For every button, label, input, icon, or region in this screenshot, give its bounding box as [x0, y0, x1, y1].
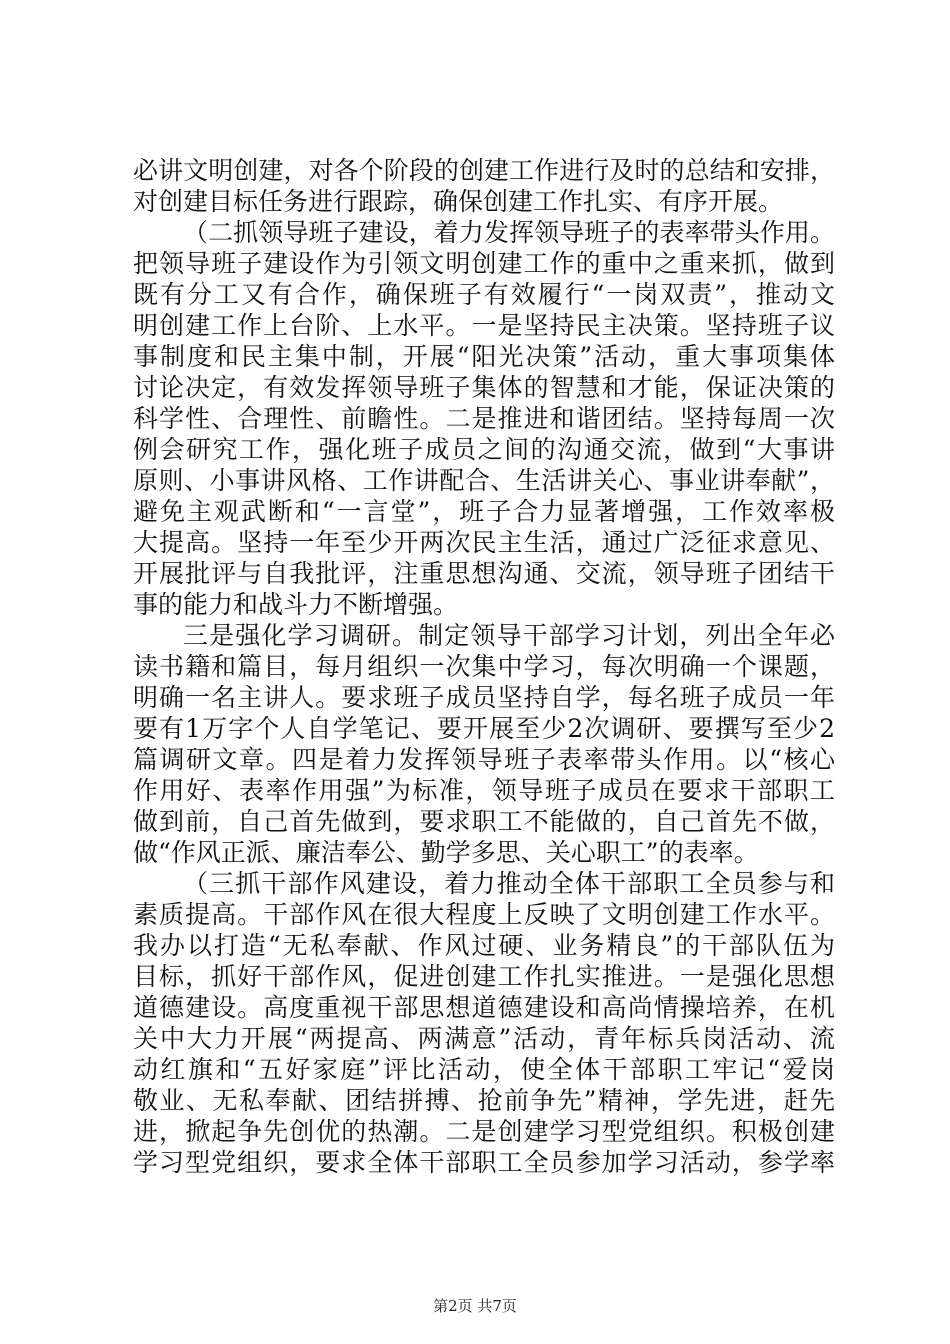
text-line: 关中大力开展“两提高、两满意”活动，青年标兵岗活动、流	[133, 1024, 835, 1053]
text-line: 讨论决定，有效发挥领导班子集体的智慧和才能，保证决策的	[133, 373, 835, 402]
text-line: 例会研究工作，强化班子成员之间的沟通交流，做到“大事讲	[133, 435, 835, 464]
text-line: 科学性、合理性、前瞻性。二是推进和谐团结。坚持每周一次	[133, 404, 835, 433]
text-line: 明创建工作上台阶、上水平。一是坚持民主决策。坚持班子议	[133, 311, 835, 340]
text-line: 对创建目标任务进行跟踪，确保创建工作扎实、有序开展。	[133, 187, 784, 216]
text-line: 事制度和民主集中制，开展“阳光决策”活动，重大事项集体	[133, 342, 835, 371]
text-line: 篇调研文章。四是着力发挥领导班子表率带头作用。以“核心	[133, 745, 835, 774]
text-line: 学习型党组织，要求全体干部职工全员参加学习活动，参学率	[133, 1148, 835, 1177]
text-line: 明确一名主讲人。要求班子成员坚持自学，每名班子成员一年	[133, 683, 835, 712]
text-line: 原则、小事讲风格、工作讲配合、生活讲关心、事业讲奉献”，	[133, 466, 835, 495]
section-heading-line: （三抓干部作风建设，着力推动全体干部职工全员参与和	[183, 869, 835, 898]
text-line: 必讲文明创建，对各个阶段的创建工作进行及时的总结和安排，	[133, 156, 835, 185]
text-line: 素质提高。干部作风在很大程度上反映了文明创建工作水平。	[133, 900, 835, 929]
text-line: 进，掀起争先创优的热潮。二是创建学习型党组织。积极创建	[133, 1117, 835, 1146]
text-line: 事的能力和战斗力不断增强。	[133, 590, 459, 619]
paragraph-start-line: 三是强化学习调研。制定领导干部学习计划，列出全年必	[183, 621, 835, 650]
text-line: 做到前，自己首先做到，要求职工不能做的，自己首先不做，	[133, 807, 835, 836]
text-line: 要有1万字个人自学笔记、要开展至少2次调研、要撰写至少2	[133, 714, 835, 743]
page-number-footer: 第2页 共7页	[433, 1297, 517, 1315]
text-line: 避免主观武断和“一言堂”，班子合力显著增强，工作效率极	[133, 497, 835, 526]
text-line: 动红旗和“五好家庭”评比活动，使全体干部职工牢记“爱岗	[133, 1055, 835, 1084]
text-line: 敬业、无私奉献、团结拼搏、抢前争先”精神，学先进，赶先	[133, 1086, 835, 1115]
text-line: 目标，抓好干部作风，促进创建工作扎实推进。一是强化思想	[133, 962, 835, 991]
text-line: 道德建设。高度重视干部思想道德建设和高尚情操培养，在机	[133, 993, 835, 1022]
section-heading-line: （二抓领导班子建设，着力发挥领导班子的表率带头作用。	[183, 218, 835, 247]
text-line: 大提高。坚持一年至少开两次民主生活，通过广泛征求意见、	[133, 528, 835, 557]
body-text	[133, 155, 835, 1178]
text-line: 既有分工又有合作，确保班子有效履行“一岗双责”，推动文	[133, 280, 835, 309]
text-line: 做“作风正派、廉洁奉公、勤学多思、关心职工”的表率。	[133, 838, 759, 867]
text-line: 我办以打造“无私奉献、作风过硬、业务精良”的干部队伍为	[133, 931, 835, 960]
text-line: 开展批评与自我批评，注重思想沟通、交流，领导班子团结干	[133, 559, 835, 588]
text-line: 作用好、表率作用强”为标准，领导班子成员在要求干部职工	[133, 776, 835, 805]
text-line: 把领导班子建设作为引领文明创建工作的重中之重来抓，做到	[133, 249, 835, 278]
text-line: 读书籍和篇目，每月组织一次集中学习，每次明确一个课题，	[133, 652, 835, 681]
